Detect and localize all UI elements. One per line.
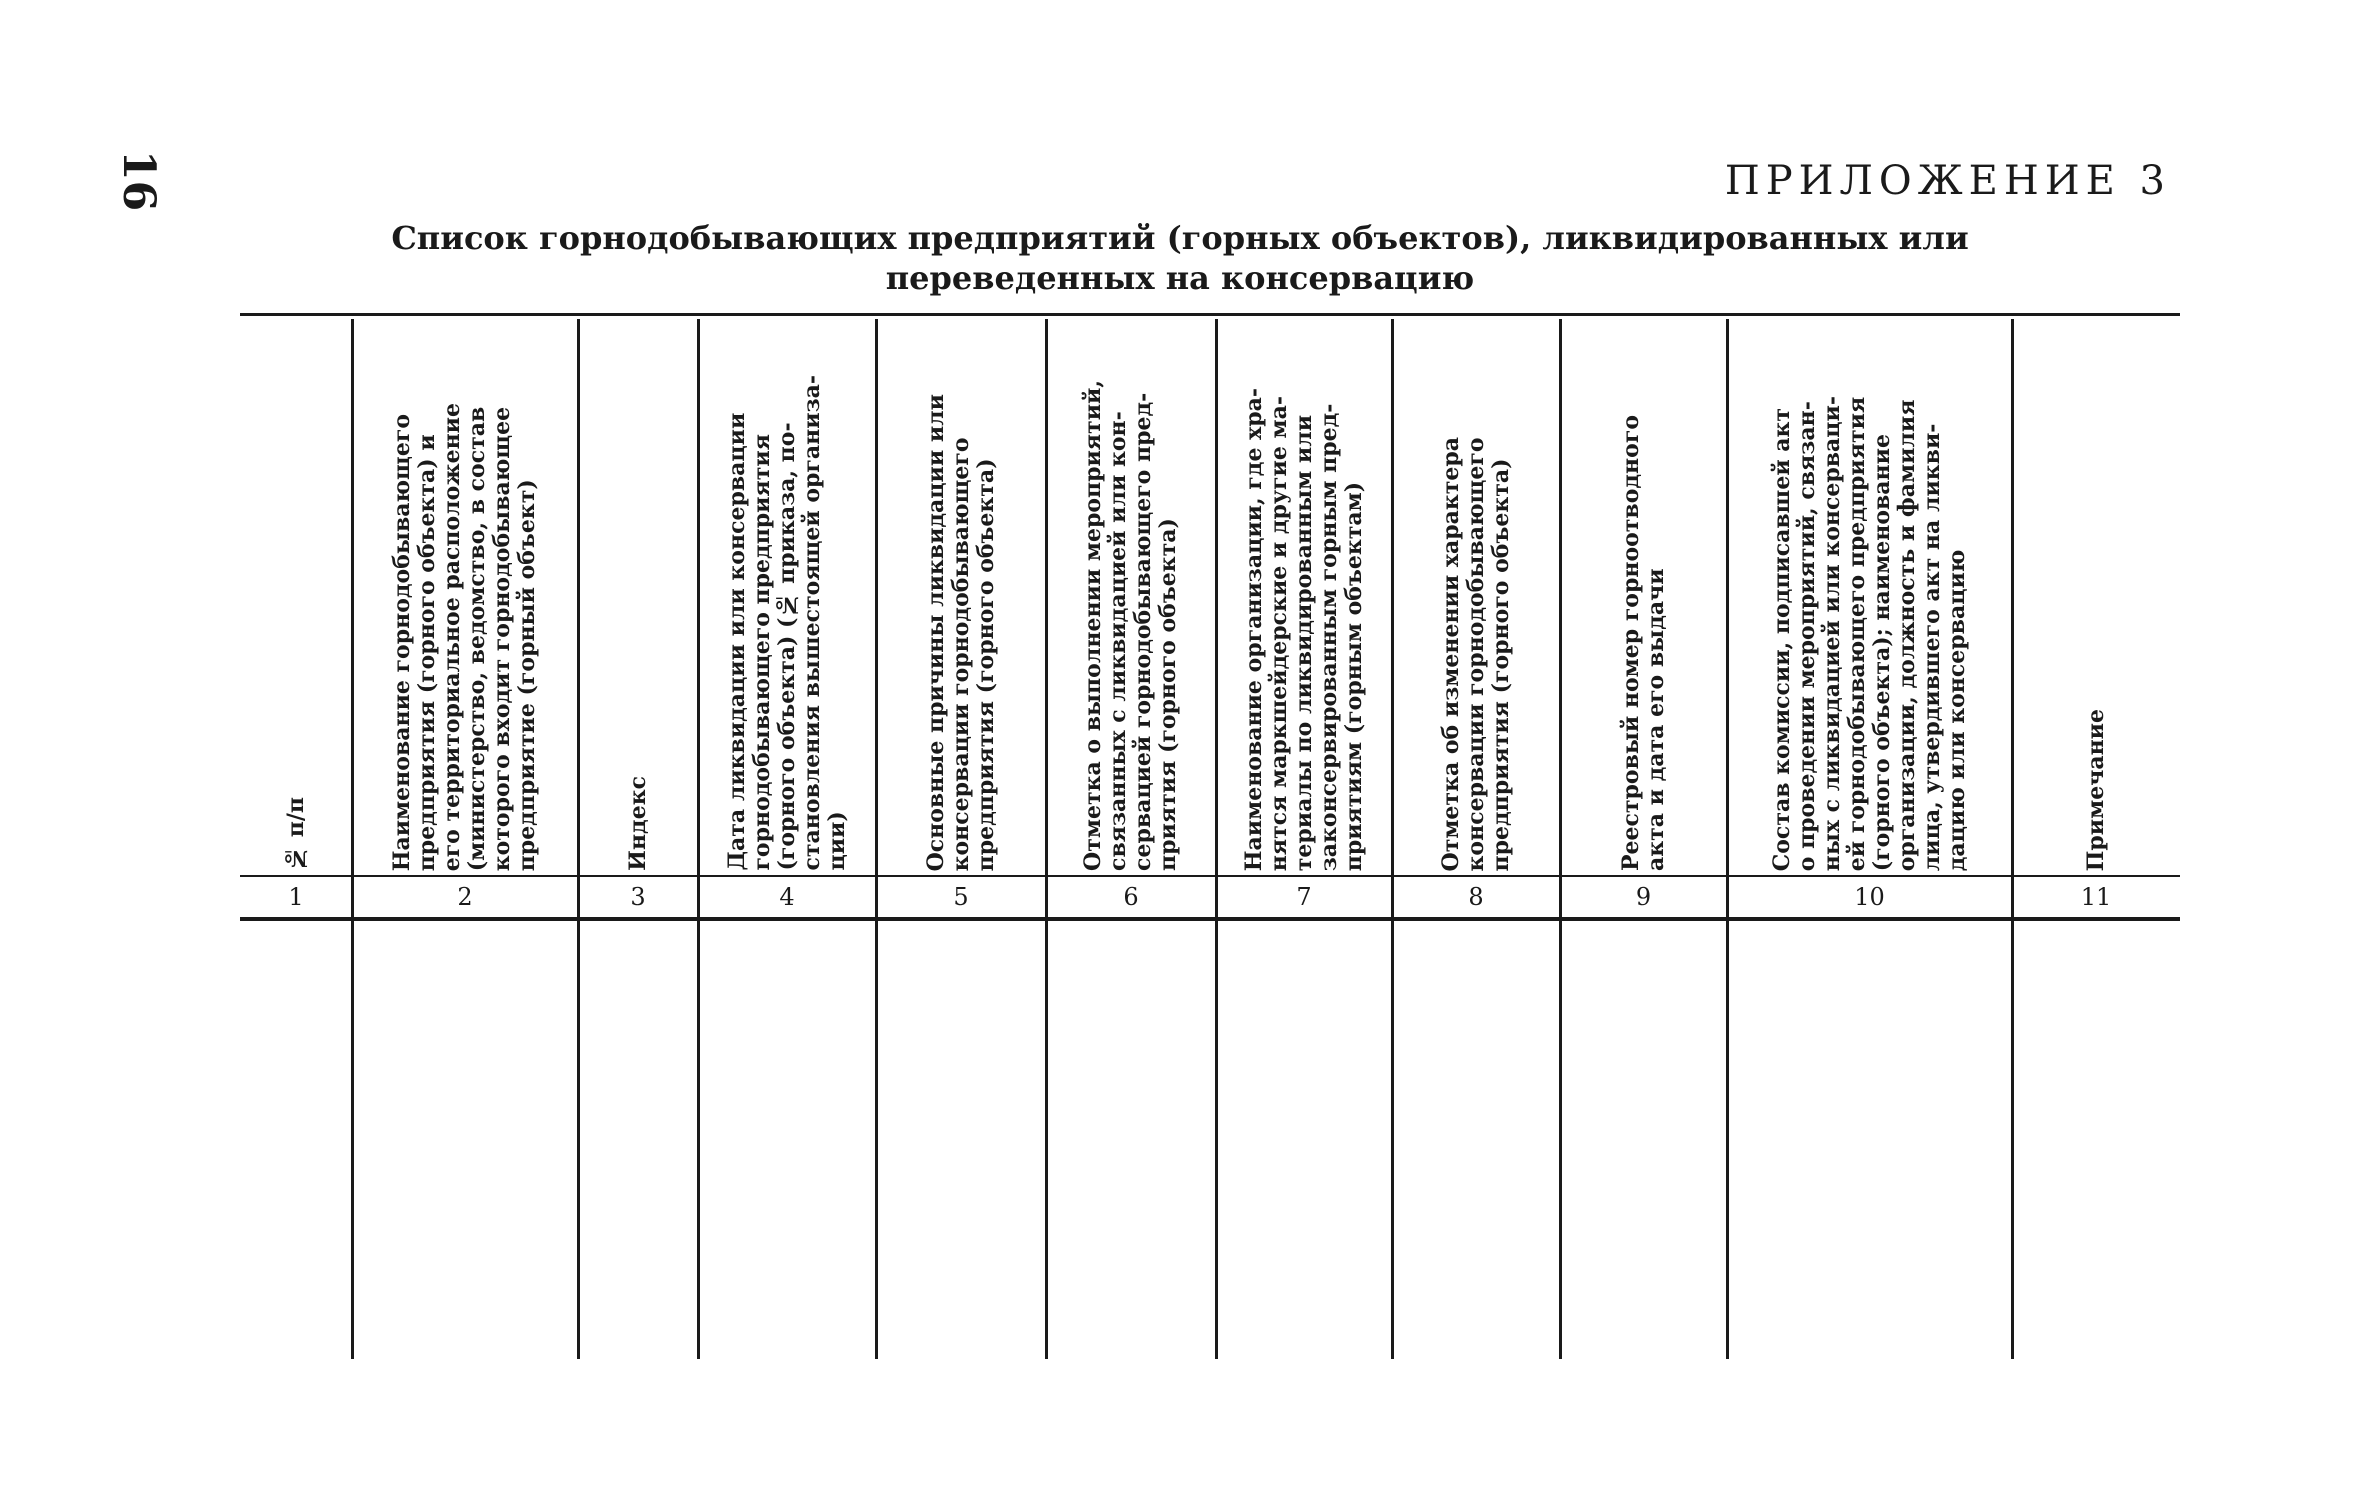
table-top-rule bbox=[240, 313, 2180, 316]
column-header-registry-number bbox=[1560, 321, 1727, 871]
column-header-conservation-change bbox=[1392, 321, 1560, 871]
column-number-10: 10 bbox=[1854, 883, 1885, 911]
column-divider bbox=[1045, 319, 1048, 1359]
column-header-enterprise-name bbox=[352, 321, 578, 871]
column-number-5: 5 bbox=[953, 883, 969, 911]
column-number-11: 11 bbox=[2080, 883, 2112, 911]
column-header-text: Состав комиссии, подписавшей акт о проведении мероприятий, связан- ных с ликвидацией или консерваци- ей горнодобывающего предприятия (горного объекта); наименование организации, должность и фамилия лица, утвердившего акт на ликви- дацию или консервацию bbox=[1768, 395, 1970, 871]
column-header-text: Дата ликвидации или консервации горнодобывающего предприятия (горного объекта) (№ приказа, по- становления вышестоящей организа- ции) bbox=[723, 375, 850, 871]
appendix-label: ПРИЛОЖЕНИЕ 3 bbox=[1724, 158, 2171, 204]
column-header-materials-storage bbox=[1216, 321, 1392, 871]
column-header-text: Отметка об изменении характера консервации горнодобывающего предприятия (горного объекта) bbox=[1437, 436, 1514, 871]
column-divider bbox=[577, 319, 580, 1359]
column-number-6: 6 bbox=[1123, 883, 1139, 911]
column-divider bbox=[875, 319, 878, 1359]
column-header-text: Индекс bbox=[624, 776, 651, 871]
document-title bbox=[390, 218, 1970, 298]
column-header-text: Наименование организации, где хра- нятся маркшейдерские и другие ма- териалы по ликвидированным или законсервированным горным пред- приятиям (горным объектам) bbox=[1240, 387, 1367, 871]
column-header-text: Примечание bbox=[2082, 708, 2109, 871]
column-divider bbox=[697, 319, 700, 1359]
column-number-1: 1 bbox=[288, 883, 304, 911]
column-divider bbox=[1215, 319, 1218, 1359]
column-header-reasons bbox=[876, 321, 1046, 871]
column-number-7: 7 bbox=[1296, 883, 1312, 911]
column-number-8: 8 bbox=[1468, 883, 1484, 911]
number-row-bottom-rule bbox=[240, 917, 2180, 921]
column-number-2: 2 bbox=[457, 883, 473, 911]
page-number: 16 bbox=[113, 150, 164, 212]
column-header-number bbox=[240, 321, 352, 871]
column-header-text: Основные причины ликвидации или консервации горнодобывающего предприятия (горного объекта) bbox=[922, 393, 999, 871]
title-line-2: переведенных на консервацию bbox=[885, 259, 1475, 297]
column-header-liquidation-date bbox=[698, 321, 876, 871]
column-divider bbox=[351, 319, 354, 1359]
column-header-text: Отметка о выполнении мероприятий, связанных с ликвидацией или кон- сервацией горнодобывающего пред- приятия (горного объекта) bbox=[1080, 380, 1181, 871]
column-divider bbox=[1559, 319, 1562, 1359]
column-number-4: 4 bbox=[779, 883, 795, 911]
column-number-3: 3 bbox=[630, 883, 646, 911]
header-bottom-rule bbox=[240, 875, 2180, 877]
column-header-text: Реестровый номер горноотводного акта и дата его выдачи bbox=[1617, 414, 1669, 871]
column-header-text: № п/п bbox=[282, 797, 309, 871]
column-header-commission bbox=[1727, 321, 2012, 871]
title-line-1: Список горнодобывающих предприятий (горных объектов), ликвидированных или bbox=[391, 219, 1969, 257]
column-header-index bbox=[578, 321, 698, 871]
column-divider bbox=[1391, 319, 1394, 1359]
column-header-measures-mark bbox=[1046, 321, 1216, 871]
column-divider bbox=[1726, 319, 1729, 1359]
column-number-9: 9 bbox=[1635, 883, 1652, 911]
column-divider bbox=[2011, 319, 2014, 1359]
column-header-text: Наименование горнодобывающего предприятия (горного объекта) и его территориальное расположение (министерство, ведомство, в состав которого входит горнодобывающее предприятие (горный объект) bbox=[389, 402, 540, 871]
column-header-note bbox=[2012, 321, 2180, 871]
register-table bbox=[240, 313, 2180, 1363]
